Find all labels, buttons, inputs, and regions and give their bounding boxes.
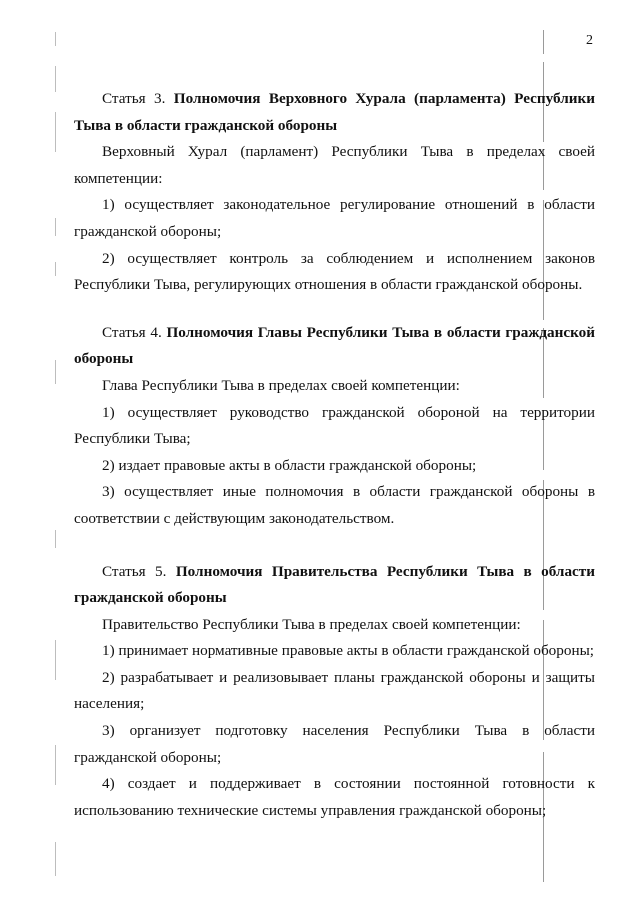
scan-margin-line	[55, 530, 56, 548]
article-4-item: 3) осуществляет иные полномочия в области гражданской обороны в соответствии с действующим законодательством.	[74, 483, 595, 527]
scan-marker-line	[543, 30, 544, 54]
article-3-item: 2) осуществляет контроль за соблюдением и исполнением законов Республики Тыва, регулирующих отношения в области гражданской обороны.	[74, 249, 595, 294]
article-5-item: 4) создает и поддерживает в состоянии постоянной готовности к использованию технические системы управления гражданской обороны;	[74, 775, 595, 819]
article-4-intro: Глава Республики Тыва в пределах своей компетенции:	[102, 376, 460, 394]
scan-margin-line	[55, 218, 56, 236]
article-5-item: 1) принимает нормативные правовые акты в области гражданской обороны;	[102, 642, 595, 660]
article-5-prefix: Статья 5.	[102, 562, 167, 580]
article-5-item: 3) организует подготовку населения Республики Тыва в области гражданской обороны;	[74, 722, 595, 766]
article-3-prefix: Статья 3.	[102, 90, 166, 107]
scan-margin-line	[55, 66, 56, 92]
article-4-prefix: Статья 4.	[102, 323, 162, 341]
scan-margin-line	[55, 360, 56, 384]
article-3-title: Полномочия Верховного Хурала (парламента) Республики Тыва в области гражданской обороны	[74, 90, 596, 134]
article-3-item: 1) осуществляет законодательное регулирование отношений в области гражданской обороны;	[74, 196, 595, 240]
scan-margin-line	[55, 262, 56, 276]
scan-margin-line	[55, 842, 56, 876]
article-5-intro: Правительство Республики Тыва в пределах своей компетенции:	[102, 615, 521, 633]
scan-margin-line	[55, 112, 56, 152]
article-4-heading	[74, 320, 595, 373]
article-5-heading	[74, 559, 595, 612]
article-4-title: Полномочия Главы Республики Тыва в области гражданской обороны	[74, 323, 596, 368]
article-5-title: Полномочия Правительства Республики Тыва в области гражданской обороны	[74, 562, 596, 607]
article-4-item: 1) осуществляет руководство гражданской обороной на территории Республики Тыва;	[74, 403, 595, 448]
article-3-heading	[74, 86, 595, 139]
article-5-item: 2) разрабатывает и реализовывает планы гражданской обороны и защиты населения;	[74, 668, 595, 713]
scan-margin-line	[55, 640, 56, 680]
page-number: 2	[586, 33, 593, 48]
scan-margin-line	[55, 745, 56, 785]
scan-margin-line	[55, 32, 56, 46]
article-4-item: 2) издает правовые акты в области гражданской обороны;	[102, 456, 477, 474]
article-3-intro: Верховный Хурал (парламент) Республики Тыва в пределах своей компетенции:	[74, 143, 595, 187]
document-body	[74, 86, 595, 824]
